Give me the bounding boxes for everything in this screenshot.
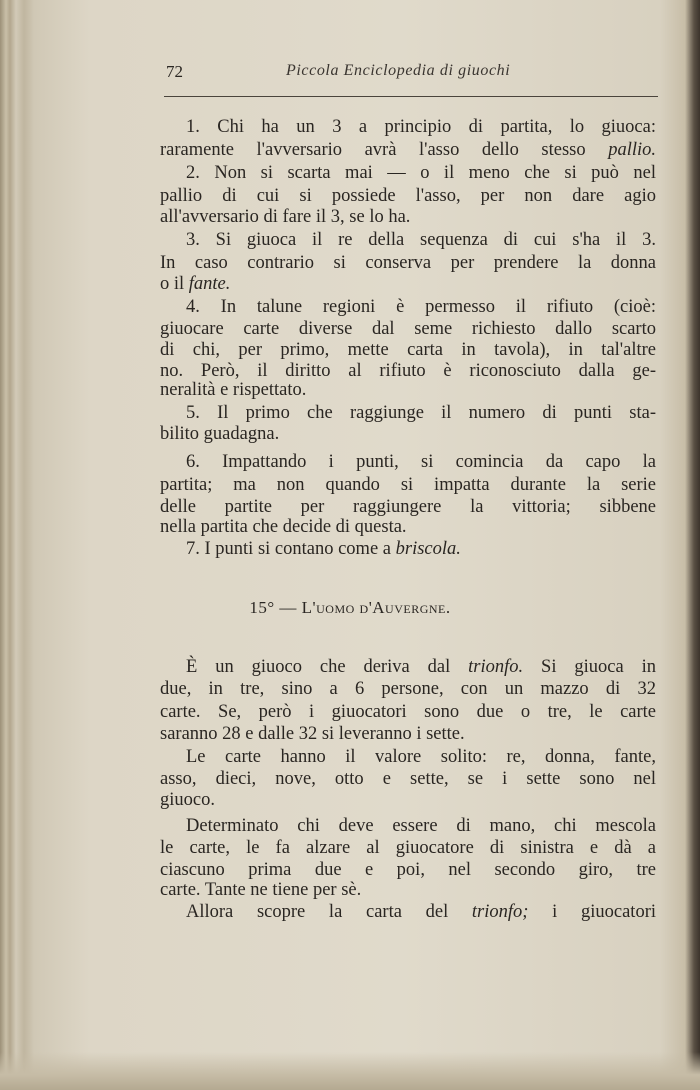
text-run: Si giuoca in bbox=[523, 657, 656, 677]
page-number: 72 bbox=[166, 62, 183, 81]
text-run: carte. Se, però i giuocatori sono due o tre, le carte bbox=[160, 702, 656, 722]
text-run: le carte, le fa alzare al giuocatore di sinistra e dà a bbox=[160, 838, 656, 858]
text-run: o il bbox=[160, 274, 189, 294]
text-line bbox=[160, 815, 656, 837]
section-title: L'uomo d'Auvergne. bbox=[301, 598, 451, 617]
text-line bbox=[160, 318, 656, 340]
text-run: Allora scopre la carta del bbox=[186, 902, 472, 922]
text-line bbox=[160, 162, 656, 184]
text-line bbox=[160, 678, 656, 700]
text-run: 1. Chi ha un 3 a principio di partita, lo giuoca: bbox=[186, 117, 656, 137]
text-run: 7. I punti si contano come a bbox=[186, 539, 396, 559]
header-rule bbox=[164, 96, 658, 97]
text-line bbox=[160, 768, 656, 790]
text-line bbox=[160, 538, 656, 560]
text-run: 3. Si giuoca il re della sequenza di cui s'ha il 3. bbox=[186, 230, 656, 250]
text-run: In caso contrario si conserva per prendere la donna bbox=[160, 253, 656, 273]
text-run: partita; ma non quando si impatta durante la serie bbox=[160, 475, 656, 495]
italic-text: briscola. bbox=[395, 539, 461, 559]
text-run: raramente l'avversario avrà l'asso dello stesso bbox=[160, 140, 609, 160]
text-run: all'avversario di fare il 3, se lo ha. bbox=[160, 207, 411, 227]
text-run: 6. Impattando i punti, si comincia da capo la bbox=[186, 452, 656, 472]
text-line bbox=[160, 451, 656, 473]
text-line bbox=[160, 723, 656, 745]
text-line bbox=[160, 402, 656, 424]
text-line bbox=[160, 206, 656, 228]
page-binding-edge bbox=[0, 0, 34, 1090]
italic-text: pallio. bbox=[608, 140, 656, 160]
italic-text: trionfo. bbox=[468, 657, 524, 677]
page-bottom-edge bbox=[0, 1052, 700, 1090]
text-run: neralità e rispettato. bbox=[160, 380, 307, 400]
text-line bbox=[160, 746, 656, 768]
text-line bbox=[160, 273, 656, 295]
text-run: pallio di cui si possiede l'asso, per non dare agio bbox=[160, 186, 656, 206]
text-run: no. Però, il diritto al rifiuto è riconosciuto dalla ge- bbox=[160, 361, 656, 381]
text-run: i giuocatori bbox=[528, 902, 656, 922]
text-run: 5. Il primo che raggiunge il numero di punti sta- bbox=[186, 403, 656, 423]
text-line bbox=[160, 116, 656, 138]
text-line bbox=[160, 252, 656, 274]
text-run: giuoco. bbox=[160, 790, 215, 810]
text-line bbox=[160, 789, 656, 811]
text-run: asso, dieci, nove, otto e sette, se i sette sono nel bbox=[160, 769, 656, 789]
text-run: 2. Non si scarta mai — o il meno che si può nel bbox=[186, 163, 656, 183]
text-line bbox=[160, 474, 656, 496]
text-run: giuocare carte diverse dal seme richiesto dallo scarto bbox=[160, 319, 656, 339]
text-line bbox=[160, 837, 656, 859]
text-run: saranno 28 e dalle 32 si leveranno i sette. bbox=[160, 724, 465, 744]
text-run: due, in tre, sino a 6 persone, con un mazzo di 32 bbox=[160, 679, 656, 699]
text-run: di chi, per primo, mette carta in tavola), in tal'altre bbox=[160, 340, 656, 360]
text-run: Le carte hanno il valore solito: re, donna, fante, bbox=[186, 747, 656, 767]
text-line bbox=[160, 229, 656, 251]
text-run: nella partita che decide di questa. bbox=[160, 517, 407, 537]
text-line bbox=[160, 516, 656, 538]
text-run: carte. Tante ne tiene per sè. bbox=[160, 880, 362, 900]
section-heading bbox=[0, 598, 700, 618]
italic-text: fante. bbox=[188, 274, 231, 294]
text-run: 4. In talune regioni è permesso il rifiuto (cioè: bbox=[186, 297, 656, 317]
section-number: 15° bbox=[249, 598, 275, 617]
text-run: È un giuoco che deriva dal bbox=[186, 657, 469, 677]
text-line bbox=[160, 859, 656, 881]
text-run: delle partite per raggiungere la vittoria; sibbene bbox=[160, 497, 656, 517]
text-line bbox=[160, 496, 656, 518]
text-line bbox=[160, 139, 656, 161]
text-run: bilito guadagna. bbox=[160, 424, 280, 444]
text-line bbox=[160, 656, 656, 678]
text-line bbox=[160, 901, 656, 923]
italic-text: trionfo; bbox=[471, 902, 529, 922]
text-line bbox=[160, 296, 656, 318]
text-run: ciascuno prima due e poi, nel secondo giro, tre bbox=[160, 860, 656, 880]
text-line bbox=[160, 423, 656, 445]
text-line bbox=[160, 701, 656, 723]
section-dash: — bbox=[279, 598, 297, 617]
text-line bbox=[160, 185, 656, 207]
text-line bbox=[160, 339, 656, 361]
text-run: Determinato chi deve essere di mano, chi mescola bbox=[186, 816, 656, 836]
text-line bbox=[160, 379, 656, 401]
running-title: Piccola Enciclopedia di giuochi bbox=[286, 62, 511, 79]
text-line bbox=[160, 879, 656, 901]
